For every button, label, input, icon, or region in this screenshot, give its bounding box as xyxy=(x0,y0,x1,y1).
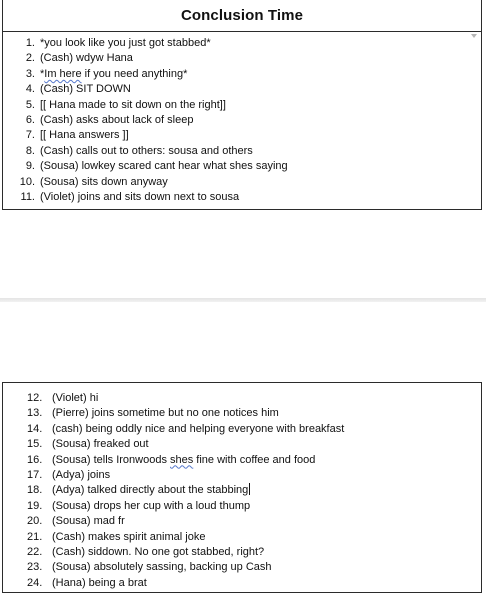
title-row xyxy=(3,0,481,32)
list-item-number: 1. xyxy=(25,37,35,49)
list-item-text-part: (Cash) makes spirit animal joke xyxy=(52,530,206,543)
list-item-number: 11. xyxy=(20,190,35,203)
list-item-number: 2. xyxy=(25,52,35,65)
list-item-text[interactable] xyxy=(40,175,168,190)
list-item-text[interactable] xyxy=(52,545,264,560)
list-item-text-part: (Cash) siddown. No one got stabbed, right? xyxy=(52,545,265,558)
list-item-text-part: (Sousa) freaked out xyxy=(52,438,149,451)
document-page-2[interactable] xyxy=(2,382,482,593)
list-item-number: 19. xyxy=(27,499,43,512)
list-item-text-part: (Cash) asks about lack of sleep xyxy=(40,113,194,126)
list-item-text-part: (Pierre) joins sometime but no one notices him xyxy=(52,407,279,420)
list-item-text[interactable] xyxy=(52,499,250,514)
list-item[interactable] xyxy=(3,406,481,421)
list-item-text[interactable] xyxy=(52,406,279,421)
document-title[interactable]: Conclusion Time xyxy=(180,7,304,24)
list-item[interactable] xyxy=(3,560,481,575)
list-item-text[interactable] xyxy=(40,36,211,51)
list-item-text-part: fine with coffee and food xyxy=(193,453,316,466)
list-item-number: 13. xyxy=(27,407,43,420)
list-item[interactable] xyxy=(3,576,481,591)
list-item-text[interactable] xyxy=(40,190,239,205)
list-item-text-part: (Adya) talked directly about the stabbing xyxy=(52,484,249,497)
list-item-number: 20. xyxy=(27,515,43,528)
list-item-number: 17. xyxy=(27,468,43,481)
list-item-text-part: (cash) being oddly nice and helping everyone with breakfast xyxy=(52,422,345,435)
text-cursor xyxy=(249,483,250,495)
list-item[interactable] xyxy=(3,437,481,452)
list-item-number: 4. xyxy=(25,83,35,96)
list-item-text[interactable] xyxy=(40,51,133,66)
list-item[interactable] xyxy=(3,128,481,143)
list-item[interactable] xyxy=(3,51,481,66)
list-item-number: 7. xyxy=(25,129,35,142)
list-item[interactable] xyxy=(3,530,481,545)
page-separator xyxy=(0,298,486,302)
list-item-text-part: [[ Hana made to sit down on the right]] xyxy=(40,98,226,111)
list-item-text[interactable] xyxy=(40,144,253,159)
list-item-text[interactable] xyxy=(40,113,193,128)
list-item-text[interactable] xyxy=(52,560,272,575)
list-item-number: 10. xyxy=(19,175,35,188)
list-item-number: 5. xyxy=(25,98,35,111)
list-item-text[interactable] xyxy=(40,159,288,174)
numbered-list-page-1 xyxy=(3,36,481,205)
spellcheck-flagged-word[interactable]: Im here xyxy=(44,67,82,80)
list-item-number: 14. xyxy=(27,422,43,435)
list-item-text-part: (Sousa) lowkey scared cant hear what shes saying xyxy=(40,160,288,173)
list-item-text-part: (Sousa) tells Ironwoods xyxy=(52,453,170,466)
list-item[interactable] xyxy=(3,514,481,529)
list-item-text-part: (Cash) calls out to others: sousa and others xyxy=(40,144,253,157)
list-item-text[interactable] xyxy=(52,468,110,483)
document-page-1[interactable] xyxy=(2,0,482,210)
spellcheck-flagged-word[interactable]: shes xyxy=(170,453,194,466)
list-item-text-part: (Violet) joins and sits down next to sousa xyxy=(40,190,240,203)
list-item-text-part: (Hana) being a brat xyxy=(52,576,147,589)
list-item-number: 12. xyxy=(27,392,43,404)
list-item-text[interactable] xyxy=(52,391,98,406)
list-item-text-part: *you look like you just got stabbed* xyxy=(40,37,211,49)
list-item-text[interactable] xyxy=(40,67,187,82)
list-item-text[interactable] xyxy=(52,422,344,437)
list-item-number: 23. xyxy=(27,561,43,574)
list-item-number: 22. xyxy=(27,545,43,558)
list-item-number: 15. xyxy=(27,438,43,451)
list-item-number: 3. xyxy=(25,67,35,80)
list-item-text-part: (Sousa) absolutely sassing, backing up Cash xyxy=(52,561,272,574)
list-item-text-part: (Cash) SIT DOWN xyxy=(40,83,131,96)
list-item-number: 9. xyxy=(25,160,35,173)
list-item[interactable] xyxy=(3,190,481,205)
list-item-text-part: if you need anything* xyxy=(81,67,188,80)
list-item-text[interactable] xyxy=(40,128,129,143)
list-item-number: 24. xyxy=(27,576,43,589)
list-item-text[interactable] xyxy=(40,82,131,97)
list-item[interactable] xyxy=(3,82,481,97)
list-item-text[interactable] xyxy=(52,576,147,591)
list-item[interactable] xyxy=(3,391,481,406)
list-item-text-part: (Violet) hi xyxy=(52,392,99,404)
list-item[interactable] xyxy=(3,453,481,468)
list-item-text[interactable] xyxy=(52,453,315,468)
list-item[interactable] xyxy=(3,36,481,51)
list-item-number: 16. xyxy=(27,453,43,466)
list-item[interactable] xyxy=(3,144,481,159)
list-item-text[interactable] xyxy=(40,98,226,113)
list-item-text[interactable] xyxy=(52,483,250,498)
list-item[interactable] xyxy=(3,499,481,514)
list-item-text[interactable] xyxy=(52,437,149,452)
list-item-text-part: (Adya) joins xyxy=(52,468,111,481)
list-item-number: 21. xyxy=(27,530,43,543)
list-item-text-part: * xyxy=(40,67,45,80)
list-item-text-part: [[ Hana answers ]] xyxy=(40,129,129,142)
list-item-text-part: (Cash) wdyw Hana xyxy=(40,52,133,65)
list-item-number: 8. xyxy=(25,144,35,157)
list-item-number: 18. xyxy=(27,484,43,497)
list-item[interactable] xyxy=(3,422,481,437)
list-item[interactable] xyxy=(3,175,481,190)
list-item-number: 6. xyxy=(25,113,35,126)
list-item[interactable] xyxy=(3,67,481,82)
list-item-text-part: (Sousa) mad fr xyxy=(52,515,125,528)
list-item[interactable] xyxy=(3,159,481,174)
list-item-text-part: (Sousa) sits down anyway xyxy=(40,175,168,188)
list-item[interactable] xyxy=(3,545,481,560)
list-item-text-part: (Sousa) drops her cup with a loud thump xyxy=(52,499,251,512)
list-item-text[interactable] xyxy=(52,514,125,529)
list-item[interactable] xyxy=(3,113,481,128)
numbered-list-page-2 xyxy=(3,391,481,591)
list-item[interactable] xyxy=(3,483,481,498)
list-item-text[interactable] xyxy=(52,530,205,545)
list-item[interactable] xyxy=(3,98,481,113)
list-item[interactable] xyxy=(3,468,481,483)
